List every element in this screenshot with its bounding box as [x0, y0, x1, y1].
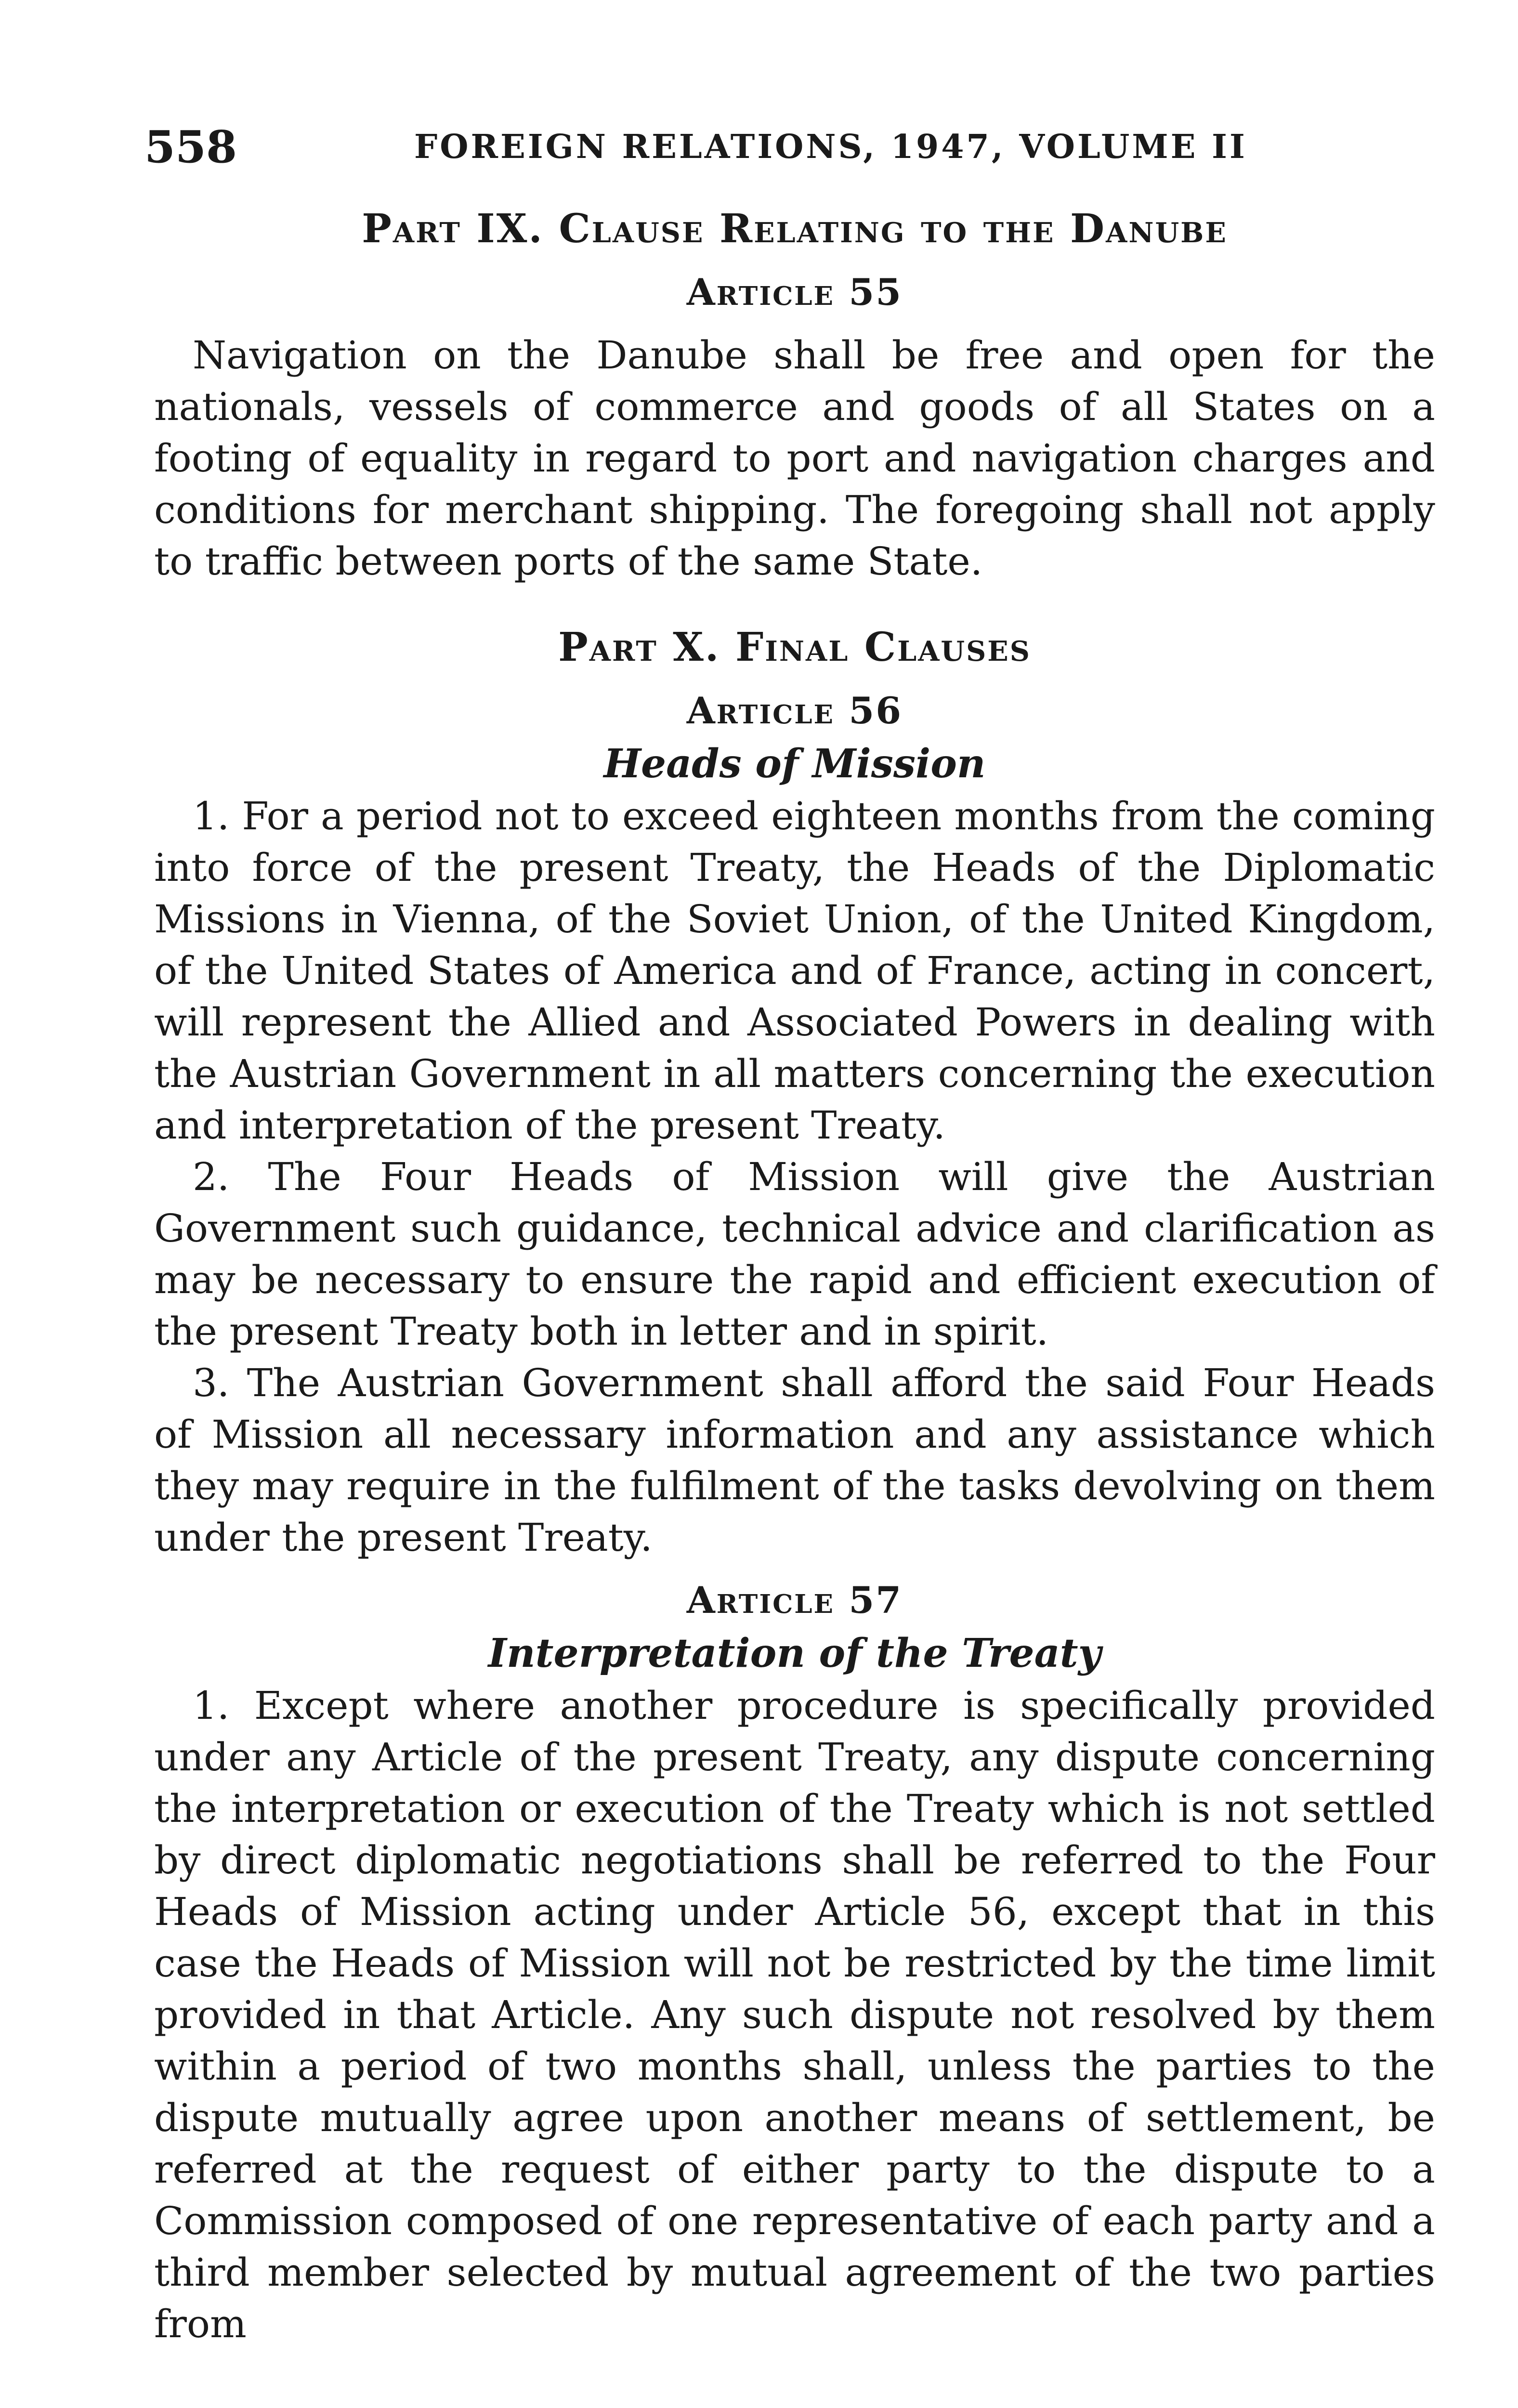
- article-55-text: Navigation on the Danube shall be free and open for the nationals, vessels of commerce and goods of all States on a footing of equality in regard to port and navigation charges and conditions for merchant shipping. The foregoing shall not apply to traffic between ports of the same State.: [154, 333, 1435, 584]
- article-56-subtitle: Heads of Mission: [603, 741, 986, 787]
- article-56-paragraph-1: 1. For a period not to exceed eighteen months from the coming into force of the present Treaty, the Heads of the Diplomatic Missions in Vienna, of the Soviet Union, of the United Kingdom, of the United States of America and of France, acting in concert, will represent the Allied and Associated Powers in dealing with the Austrian Government in all matters concerning the execution and interpretation of the present Treaty.: [154, 794, 1435, 1148]
- part-ix-heading: Part IX. Clause Relating to the Danube: [362, 206, 1228, 252]
- article-56-paragraph-2: 2. The Four Heads of Mission will give the Austrian Government such guidance, technical advice and clarification as may be necessary to ensure the rapid and efficient execution of the present Treaty both in letter and in spirit.: [154, 1154, 1435, 1354]
- article-57-heading: Article 57: [686, 1579, 903, 1622]
- running-title: FOREIGN RELATIONS, 1947, VOLUME II: [414, 128, 1247, 166]
- running-head: [144, 118, 1445, 176]
- article-57-subtitle: Interpretation of the Treaty: [488, 1630, 1101, 1676]
- page-number: 558: [144, 121, 237, 173]
- page-content: [154, 202, 1435, 2350]
- article-56-paragraph-3: 3. The Austrian Government shall afford the said Four Heads of Mission all necessary information and any assistance which they may require in the fulfilment of the tasks devolving on them under the present Treaty.: [154, 1361, 1435, 1560]
- article-55-heading: Article 55: [686, 271, 903, 314]
- part-x-heading: Part X. Final Clauses: [558, 624, 1031, 670]
- article-56-heading: Article 56: [686, 689, 903, 732]
- article-57-paragraph-1: 1. Except where another procedure is specifically provided under any Article of the present Treaty, any dispute concerning the interpretation or execution of the Treaty which is not settled by direct diplomatic negotiations shall be referred to the Four Heads of Mission acting under Article 56, except that in this case the Heads of Mission will not be restricted by the time limit provided in that Article. Any such dispute not resolved by them within a period of two months shall, unless the parties to the dispute mutually agree upon another means of settlement, be referred at the request of either party to the dispute to a Commission composed of one representative of each party and a third member selected by mutual agreement of the two parties from: [154, 1683, 1435, 2346]
